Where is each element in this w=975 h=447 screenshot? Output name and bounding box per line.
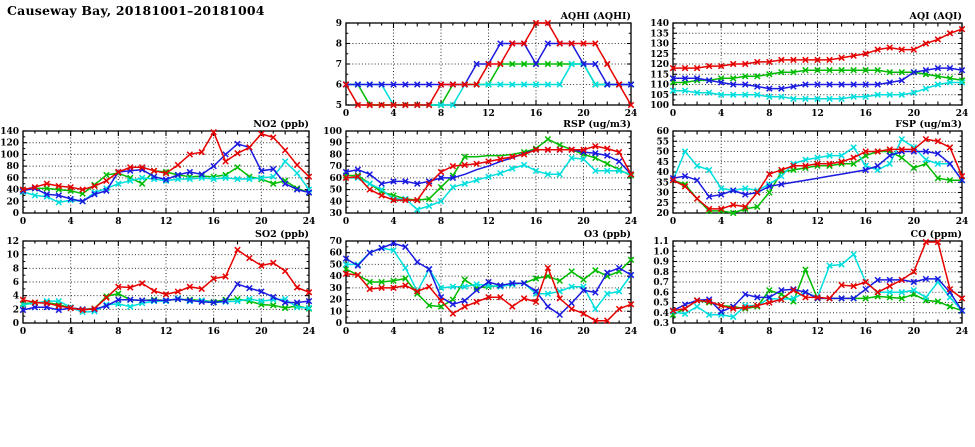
aqi-x-tick-label: 20 bbox=[907, 109, 921, 119]
rsp-chart bbox=[323, 119, 637, 227]
no2-chart bbox=[0, 119, 315, 227]
fsp-x-tick-label: 20 bbox=[907, 217, 921, 227]
fsp-x-tick-label: 4 bbox=[718, 217, 725, 227]
rsp-x-tick-label: 24 bbox=[624, 217, 638, 227]
co-y-tick-label: 1.0 bbox=[653, 247, 669, 258]
no2-x-tick-label: 16 bbox=[207, 217, 220, 227]
so2-x-tick-label: 8 bbox=[115, 327, 122, 337]
aqhi-chart-title: AQHI (AQHI) bbox=[560, 11, 631, 22]
fsp-y-tick-label: 55 bbox=[656, 137, 669, 148]
aqhi-x-tick-label: 16 bbox=[529, 109, 543, 119]
o3-chart bbox=[329, 229, 637, 337]
no2-y-tick-label: 120 bbox=[0, 138, 19, 149]
aqi-x-tick-label: 12 bbox=[811, 109, 824, 119]
rsp-y-tick-label: 70 bbox=[329, 162, 342, 173]
no2-y-tick-label: 0 bbox=[12, 209, 19, 219]
co-x-tick-label: 4 bbox=[718, 327, 725, 337]
o3-chart-title: O3 (ppb) bbox=[583, 229, 631, 240]
fsp-x-tick-label: 24 bbox=[955, 217, 969, 227]
fsp-chart bbox=[656, 119, 968, 227]
fsp-x-tick-label: 0 bbox=[669, 217, 677, 227]
aqi-y-tick-label: 110 bbox=[650, 80, 669, 91]
aqhi-y-tick-label: 9 bbox=[335, 19, 342, 29]
aqi-y-tick-label: 120 bbox=[650, 60, 669, 70]
aqhi-y-tick-label: 8 bbox=[335, 39, 342, 50]
co-x-tick-label: 24 bbox=[955, 327, 969, 337]
co-x-tick-label: 12 bbox=[811, 327, 824, 337]
rsp-y-tick-label: 80 bbox=[329, 150, 342, 161]
rsp-x-tick-label: 0 bbox=[342, 217, 350, 227]
no2-x-tick-label: 0 bbox=[19, 217, 27, 227]
fsp-series-blue-markers bbox=[670, 149, 964, 200]
fsp-y-tick-label: 25 bbox=[656, 198, 669, 209]
fsp-y-tick-label: 60 bbox=[656, 127, 669, 137]
so2-x-tick-label: 0 bbox=[19, 327, 27, 337]
fsp-y-tick-label: 50 bbox=[656, 147, 669, 158]
fsp-y-tick-label: 45 bbox=[656, 157, 669, 168]
no2-y-tick-label: 40 bbox=[6, 185, 19, 196]
so2-chart bbox=[6, 229, 315, 337]
co-chart-title: CO (ppm) bbox=[910, 229, 962, 240]
co-y-tick-label: 0.5 bbox=[653, 298, 669, 309]
rsp-series-blue-line bbox=[346, 150, 631, 184]
aqi-x-tick-label: 0 bbox=[669, 109, 677, 119]
no2-x-tick-label: 4 bbox=[67, 217, 74, 227]
co-y-tick-label: 0.9 bbox=[653, 257, 669, 268]
fsp-y-tick-label: 20 bbox=[656, 209, 669, 219]
no2-y-tick-label: 140 bbox=[0, 127, 19, 137]
fsp-x-tick-label: 16 bbox=[859, 217, 872, 227]
no2-y-tick-label: 100 bbox=[0, 150, 19, 161]
no2-x-tick-label: 24 bbox=[302, 217, 316, 227]
rsp-y-tick-label: 50 bbox=[329, 185, 342, 196]
o3-y-tick-label: 70 bbox=[329, 237, 342, 247]
rsp-y-tick-label: 100 bbox=[323, 127, 342, 137]
so2-x-tick-label: 12 bbox=[159, 327, 173, 337]
aqi-series-green-markers bbox=[670, 67, 964, 85]
no2-y-tick-label: 20 bbox=[6, 197, 19, 208]
o3-x-tick-label: 8 bbox=[437, 327, 445, 337]
so2-x-tick-label: 16 bbox=[207, 327, 220, 337]
o3-x-tick-label: 0 bbox=[342, 327, 350, 337]
fsp-y-tick-label: 30 bbox=[656, 188, 669, 199]
o3-x-tick-label: 20 bbox=[577, 327, 590, 337]
so2-y-tick-label: 12 bbox=[6, 237, 19, 247]
no2-chart-title: NO2 (ppb) bbox=[253, 119, 309, 130]
rsp-y-tick-label: 40 bbox=[329, 197, 342, 208]
so2-y-tick-label: 8 bbox=[12, 264, 19, 275]
o3-x-tick-label: 16 bbox=[529, 327, 543, 337]
no2-x-tick-label: 20 bbox=[255, 217, 268, 227]
o3-y-tick-label: 10 bbox=[329, 307, 342, 318]
fsp-x-tick-label: 8 bbox=[766, 217, 773, 227]
o3-y-tick-label: 40 bbox=[329, 272, 342, 283]
fsp-y-tick-label: 40 bbox=[656, 168, 669, 178]
no2-y-tick-label: 80 bbox=[6, 162, 19, 173]
aqhi-x-tick-label: 12 bbox=[482, 109, 495, 119]
rsp-x-tick-label: 4 bbox=[390, 217, 397, 227]
aqhi-y-tick-label: 6 bbox=[335, 80, 342, 91]
aqhi-chart bbox=[336, 11, 638, 119]
rsp-chart-title: RSP (ug/m3) bbox=[563, 119, 631, 130]
aqi-chart bbox=[650, 11, 968, 119]
rsp-x-tick-label: 20 bbox=[577, 217, 590, 227]
so2-y-tick-label: 6 bbox=[12, 278, 19, 288]
co-x-tick-label: 16 bbox=[859, 327, 872, 337]
rsp-y-tick-label: 30 bbox=[329, 209, 342, 219]
no2-series-cyan-line bbox=[23, 162, 309, 203]
no2-x-tick-label: 12 bbox=[159, 217, 173, 227]
rsp-x-tick-label: 8 bbox=[437, 217, 445, 227]
aqi-x-tick-label: 24 bbox=[955, 109, 969, 119]
so2-chart-title: SO2 (ppb) bbox=[255, 229, 309, 240]
aqhi-x-tick-label: 8 bbox=[437, 109, 445, 119]
aqhi-x-tick-label: 20 bbox=[577, 109, 590, 119]
aqi-y-tick-label: 115 bbox=[650, 70, 669, 81]
aqi-x-tick-label: 4 bbox=[718, 109, 725, 119]
aqi-y-tick-label: 140 bbox=[650, 19, 669, 29]
so2-y-tick-label: 10 bbox=[6, 250, 19, 261]
fsp-x-tick-label: 12 bbox=[811, 217, 824, 227]
fsp-y-tick-label: 35 bbox=[656, 178, 669, 189]
co-y-tick-label: 0.8 bbox=[653, 267, 669, 278]
rsp-x-tick-label: 12 bbox=[482, 217, 495, 227]
o3-y-tick-label: 60 bbox=[329, 248, 342, 259]
o3-x-tick-label: 24 bbox=[624, 327, 638, 337]
co-x-tick-label: 20 bbox=[907, 327, 921, 337]
so2-x-tick-label: 24 bbox=[302, 327, 316, 337]
co-y-tick-label: 1.1 bbox=[653, 237, 669, 247]
co-y-tick-label: 0.4 bbox=[653, 308, 669, 319]
rsp-y-tick-label: 60 bbox=[329, 173, 342, 184]
o3-series-cyan-markers bbox=[343, 245, 633, 311]
aqi-y-tick-label: 130 bbox=[650, 39, 669, 50]
aqi-y-tick-label: 125 bbox=[650, 49, 669, 60]
page-title: Causeway Bay, 20181001–20181004 bbox=[7, 3, 265, 18]
so2-y-tick-label: 2 bbox=[12, 305, 19, 316]
aqhi-x-tick-label: 24 bbox=[624, 109, 638, 119]
o3-x-tick-label: 4 bbox=[390, 327, 397, 337]
rsp-y-tick-label: 90 bbox=[329, 138, 342, 149]
aqi-x-tick-label: 16 bbox=[859, 109, 872, 119]
no2-x-tick-label: 8 bbox=[115, 217, 122, 227]
aqhi-y-tick-label: 7 bbox=[335, 60, 342, 70]
aqi-chart-title: AQI (AQI) bbox=[909, 11, 962, 22]
o3-y-tick-label: 0 bbox=[335, 319, 342, 329]
so2-y-tick-label: 4 bbox=[12, 291, 19, 302]
aqi-y-tick-label: 105 bbox=[650, 90, 669, 101]
co-x-tick-label: 8 bbox=[766, 327, 773, 337]
co-y-tick-label: 0.3 bbox=[653, 319, 669, 329]
co-y-tick-label: 0.7 bbox=[653, 278, 669, 288]
so2-x-tick-label: 4 bbox=[67, 327, 74, 337]
rsp-x-tick-label: 16 bbox=[529, 217, 543, 227]
co-y-tick-label: 0.6 bbox=[653, 288, 669, 299]
aqhi-x-tick-label: 0 bbox=[342, 109, 350, 119]
o3-y-tick-label: 20 bbox=[329, 295, 342, 306]
aqhi-x-tick-label: 4 bbox=[390, 109, 397, 119]
co-chart bbox=[653, 229, 968, 337]
o3-x-tick-label: 12 bbox=[482, 327, 495, 337]
co-x-tick-label: 0 bbox=[669, 327, 677, 337]
o3-y-tick-label: 50 bbox=[329, 260, 342, 271]
so2-y-tick-label: 0 bbox=[12, 319, 19, 329]
aqi-y-tick-label: 100 bbox=[650, 101, 669, 111]
so2-x-tick-label: 20 bbox=[255, 327, 268, 337]
aqi-x-tick-label: 8 bbox=[766, 109, 773, 119]
fsp-chart-title: FSP (ug/m3) bbox=[895, 119, 962, 130]
aqhi-y-tick-label: 5 bbox=[335, 101, 342, 111]
aqi-y-tick-label: 135 bbox=[650, 29, 669, 40]
no2-y-tick-label: 60 bbox=[6, 173, 19, 184]
o3-y-tick-label: 30 bbox=[329, 283, 342, 294]
